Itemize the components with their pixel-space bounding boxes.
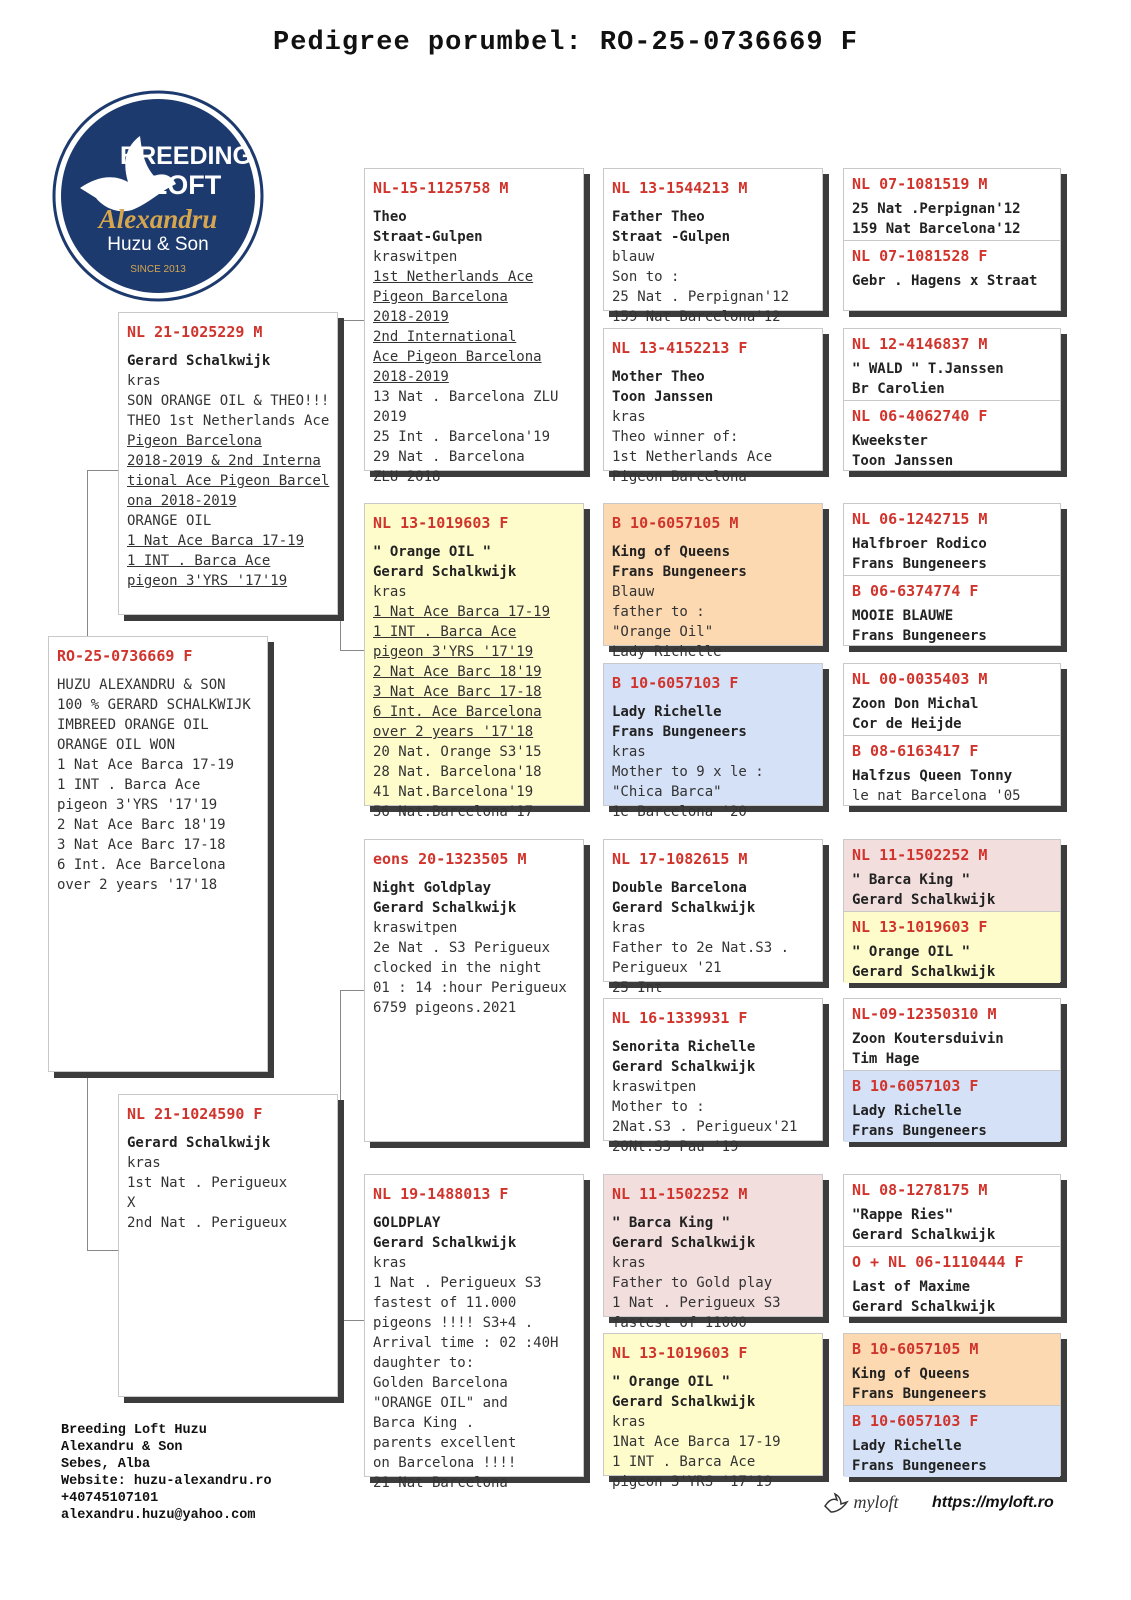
- info-line: 20 Nat. Orange S3'15: [373, 744, 542, 760]
- gen4-entry: [844, 504, 1060, 576]
- ring-number: NL 13-1019603 F: [612, 1344, 748, 1362]
- info-line: pigeon 3'YRS '17'19: [57, 797, 218, 813]
- footer-line: Breeding Loft Huzu: [61, 1423, 207, 1438]
- info-line: Barca King .: [373, 1415, 475, 1431]
- info-line: Mother to :: [612, 1099, 705, 1115]
- ring-number: B 06-6374774 F: [852, 582, 979, 600]
- great-grandparent-card: [603, 1333, 823, 1490]
- great-grandparent-card: [603, 998, 823, 1155]
- great-grandparent-card: [603, 328, 823, 485]
- gen4-entry: [844, 1406, 1060, 1477]
- info-line: X: [127, 1195, 136, 1211]
- info-line: 01 : 14 :hour Perigueux: [373, 980, 567, 996]
- info-line: Pigeon Barcelona: [127, 433, 262, 449]
- dam-card: [118, 1094, 338, 1397]
- gen4-entry: [844, 1175, 1060, 1247]
- logo-line4: Huzu & Son: [107, 234, 209, 255]
- info-line: 25 Nat . Perpignan'12: [612, 289, 790, 305]
- great-grandparent-card: [603, 663, 823, 820]
- pigeon-name: Gerard Schalkwijk: [127, 1135, 271, 1151]
- info-line: kras: [373, 1255, 407, 1271]
- info-line: MOOIE BLAUWE: [852, 608, 954, 624]
- gen4-entry: [844, 840, 1060, 912]
- info-line: clocked in the night: [373, 960, 542, 976]
- info-line: 25 Nat .Perpignan'12: [852, 201, 1021, 217]
- info-line: pigeon 3'YRS '17'19: [373, 644, 534, 660]
- website-link[interactable]: Website: huzu-alexandru.ro: [61, 1474, 272, 1489]
- info-line: 2nd Nat . Perigueux: [127, 1215, 288, 1231]
- info-line: 159 Nat Barcelona'12: [852, 221, 1021, 237]
- info-line: SON ORANGE OIL & THEO!!!: [127, 393, 330, 409]
- info-line: Lady Richelle: [852, 1103, 962, 1119]
- info-line: Gebr . Hagens x Straat: [852, 273, 1038, 289]
- breeding-loft-logo: [52, 90, 264, 302]
- gen4-pair-card: [843, 328, 1061, 471]
- ring-number: NL 00-0035403 M: [852, 670, 988, 688]
- pigeon-name: Senorita Richelle: [612, 1039, 756, 1055]
- info-line: Perigueux '21: [612, 960, 722, 976]
- info-line: 6 Int. Ace Barcelona: [373, 704, 542, 720]
- gen4-entry: [844, 664, 1060, 736]
- info-line: Blauw: [612, 584, 655, 600]
- info-line: kras: [612, 409, 646, 425]
- info-line: kras: [612, 920, 646, 936]
- ring-number: NL 06-1242715 M: [852, 510, 988, 528]
- grandparent-card: [364, 1174, 584, 1491]
- info-line: 41 Nat.Barcelona'19: [373, 784, 534, 800]
- info-line: 1e Barcelona '20: [612, 804, 747, 820]
- myloft-url-link[interactable]: https://myloft.ro: [932, 1494, 1054, 1511]
- gen4-entry: [844, 401, 1060, 472]
- gen4-pair-card: [843, 839, 1061, 982]
- gen4-entry: [844, 241, 1060, 312]
- great-grandparent-card: [603, 503, 823, 660]
- info-line: 1st Nat . Perigueux: [127, 1175, 288, 1191]
- info-line: 2018-2019 & 2nd Interna: [127, 453, 321, 469]
- info-line: Son to :: [612, 269, 680, 285]
- info-line: Gerard Schalkwijk: [852, 892, 996, 908]
- pigeon-name: Double Barcelona: [612, 880, 747, 896]
- gen4-entry: [844, 912, 1060, 983]
- great-grandparent-card: [603, 1174, 823, 1331]
- info-line: tional Ace Pigeon Barcel: [127, 473, 330, 489]
- info-line: Zoon Don Michal: [852, 696, 979, 712]
- info-line: 2018-2019: [373, 309, 449, 325]
- info-line: ORANGE OIL: [127, 513, 212, 529]
- grandparent-card: [364, 839, 584, 1142]
- phone-number: +40745107101: [61, 1491, 159, 1506]
- info-line: over 2 years '17'18: [57, 877, 218, 893]
- myloft-name: myloft: [853, 1492, 899, 1513]
- info-line: Father to Gold play: [612, 1275, 773, 1291]
- ring-number: B 10-6057103 F: [852, 1077, 979, 1095]
- info-line: Frans Bungeneers: [852, 628, 987, 644]
- breeder-name: Straat -Gulpen: [612, 229, 731, 245]
- info-line: "Chica Barca": [612, 784, 722, 800]
- gen4-entry: [844, 736, 1060, 807]
- info-line: 159 Nat Barcelona'12: [612, 309, 781, 325]
- info-line: kraswitpen: [373, 920, 458, 936]
- info-line: 13 Nat . Barcelona ZLU: [373, 389, 559, 405]
- info-line: ona 2018-2019: [127, 493, 237, 509]
- logo-since: SINCE 2013: [130, 264, 186, 275]
- info-line: 1 INT . Barca Ace: [57, 777, 201, 793]
- ring-number: B 10-6057105 M: [612, 514, 739, 532]
- great-grandparent-card: [603, 839, 823, 996]
- connector-dam: [87, 1250, 119, 1251]
- info-line: fastest of 11.000: [373, 1295, 517, 1311]
- pigeon-name: Theo: [373, 209, 407, 225]
- gen4-entry: [844, 576, 1060, 647]
- bird-icon: [823, 1492, 849, 1516]
- info-line: Gerard Schalkwijk: [852, 1299, 996, 1315]
- pigeon-name: Lady Richelle: [612, 704, 722, 720]
- info-line: 1 Nat . Perigueux S3: [612, 1295, 781, 1311]
- breeder-name: Straat-Gulpen: [373, 229, 483, 245]
- info-line: kras: [612, 1255, 646, 1271]
- info-line: 25 Int: [612, 980, 663, 996]
- info-line: Mother to 9 x le :: [612, 764, 764, 780]
- info-line: 2 Nat Ace Barc 18'19: [373, 664, 542, 680]
- info-line: " Orange OIL ": [852, 944, 971, 960]
- info-line: IMBREED ORANGE OIL: [57, 717, 209, 733]
- info-line: " WALD " T.Janssen: [852, 361, 1004, 377]
- info-line: kras: [612, 744, 646, 760]
- gen4-entry: [844, 999, 1060, 1071]
- info-line: 3 Nat Ace Barc 17-18: [57, 837, 226, 853]
- info-line: 2 Nat Ace Barc 18'19: [57, 817, 226, 833]
- info-line: Ace Pigeon Barcelona: [373, 349, 542, 365]
- connector-sire: [87, 470, 119, 471]
- pigeon-name: Father Theo: [612, 209, 705, 225]
- grandparent-card: [364, 503, 584, 820]
- pigeon-name: GOLDPLAY: [373, 1215, 441, 1231]
- info-line: Tim Hage: [852, 1051, 920, 1067]
- connector-sire-parents: [340, 320, 341, 650]
- ring-number: NL 11-1502252 M: [612, 1185, 748, 1203]
- ring-number: eons 20-1323505 M: [373, 850, 527, 868]
- info-line: "Rappe Ries": [852, 1207, 954, 1223]
- ring-number: NL 17-1082615 M: [612, 850, 748, 868]
- connector-g2-1: [340, 320, 364, 321]
- info-line: fastest of 11000: [612, 1315, 747, 1331]
- pigeon-name: " Orange OIL ": [373, 544, 492, 560]
- gen4-pair-card: [843, 663, 1061, 806]
- ring-number: NL 16-1339931 F: [612, 1009, 748, 1027]
- info-line: Golden Barcelona: [373, 1375, 508, 1391]
- pigeon-name: Gerard Schalkwijk: [127, 353, 271, 369]
- gen4-pair-card: [843, 1333, 1061, 1476]
- info-line: Halfbroer Rodico: [852, 536, 987, 552]
- info-line: "Orange Oil": [612, 624, 714, 640]
- info-line: kras: [127, 1155, 161, 1171]
- info-line: 1st Netherlands Ace: [612, 449, 773, 465]
- gen4-entry: [844, 1334, 1060, 1406]
- grandparent-card: [364, 168, 584, 485]
- info-line: 100 % GERARD SCHALKWIJK: [57, 697, 251, 713]
- ring-number: NL-09-12350310 M: [852, 1005, 997, 1023]
- ring-number: B 10-6057103 F: [612, 674, 739, 692]
- ring-number: NL 08-1278175 M: [852, 1181, 988, 1199]
- ring-number: B 10-6057105 M: [852, 1340, 979, 1358]
- breeder-name: Toon Janssen: [612, 389, 714, 405]
- info-line: pigeons !!!! S3+4 .: [373, 1315, 534, 1331]
- gen4-pair-card: [843, 1174, 1061, 1317]
- breeder-name: Gerard Schalkwijk: [612, 1394, 756, 1410]
- info-line: 6 Int. Ace Barcelona: [57, 857, 226, 873]
- info-line: 2019: [373, 409, 407, 425]
- info-line: 2018-2019: [373, 369, 449, 385]
- info-line: pigeon 3'YRS '17'19: [127, 573, 288, 589]
- ring-number: RO-25-0736669 F: [57, 647, 193, 665]
- info-line: kraswitpen: [612, 1079, 697, 1095]
- ring-number: NL 11-1502252 M: [852, 846, 988, 864]
- ring-number: NL 21-1024590 F: [127, 1105, 263, 1123]
- info-line: 3 Nat Ace Barc 17-18: [373, 684, 542, 700]
- info-line: Pigeon Barcelona: [612, 469, 747, 485]
- info-line: ZLU 2018: [373, 469, 441, 485]
- info-line: 2Nat.S3 . Perigueux'21: [612, 1119, 798, 1135]
- info-line: 56 Nat.Barcelona'17: [373, 804, 534, 820]
- connector-g2-2: [340, 650, 364, 651]
- ring-number: NL-15-1125758 M: [373, 179, 509, 197]
- gen4-pair-card: [843, 503, 1061, 646]
- info-line: kras: [373, 584, 407, 600]
- pigeon-name: King of Queens: [612, 544, 731, 560]
- info-line: 1 INT . Barca Ace: [373, 624, 517, 640]
- info-line: Lady Richelle: [852, 1438, 962, 1454]
- connector-g2-3: [340, 990, 364, 991]
- ring-number: NL 12-4146837 M: [852, 335, 988, 353]
- pigeon-name: " Barca King ": [612, 1215, 731, 1231]
- gen4-entry: [844, 1071, 1060, 1142]
- info-line: Cor de Heijde: [852, 716, 962, 732]
- info-line: pigeon 3'YRS '17'19: [612, 1474, 773, 1490]
- info-line: HUZU ALEXANDRU & SON: [57, 677, 226, 693]
- info-line: Father to 2e Nat.S3 .: [612, 940, 790, 956]
- info-line: 29 Nat . Barcelona: [373, 449, 525, 465]
- info-line: Kweekster: [852, 433, 928, 449]
- info-line: Lady Richelle: [612, 644, 722, 660]
- info-line: kras: [612, 1414, 646, 1430]
- connector-dam-parents: [340, 990, 341, 1320]
- breeder-name: Gerard Schalkwijk: [373, 564, 517, 580]
- pigeon-name: " Orange OIL ": [612, 1374, 731, 1390]
- myloft-brand: [823, 1492, 899, 1516]
- info-line: over 2 years '17'18: [373, 724, 534, 740]
- info-line: 1 INT . Barca Ace: [127, 553, 271, 569]
- info-line: 6759 pigeons.2021: [373, 1000, 517, 1016]
- info-line: blauw: [612, 249, 655, 265]
- page-title: Pedigree porumbel: RO-25-0736669 F: [273, 28, 858, 58]
- info-line: 21 Nat Barcelona: [373, 1475, 508, 1491]
- ring-number: NL 19-1488013 F: [373, 1185, 509, 1203]
- info-line: "ORANGE OIL" and: [373, 1395, 508, 1411]
- email-link[interactable]: alexandru.huzu@yahoo.com: [61, 1508, 256, 1523]
- logo-line2: LOFT: [150, 170, 222, 200]
- info-line: Frans Bungeneers: [852, 1386, 987, 1402]
- info-line: Frans Bungeneers: [852, 1458, 987, 1474]
- info-line: ORANGE OIL WON: [57, 737, 176, 753]
- info-line: on Barcelona !!!!: [373, 1455, 517, 1471]
- ring-number: O + NL 06-1110444 F: [852, 1253, 1024, 1271]
- breeder-name: Gerard Schalkwijk: [373, 900, 517, 916]
- footer-line: Alexandru & Son: [61, 1440, 183, 1455]
- gen4-pair-card: [843, 168, 1061, 311]
- pigeon-name: Mother Theo: [612, 369, 705, 385]
- ring-number: NL 13-1544213 M: [612, 179, 748, 197]
- info-line: kraswitpen: [373, 249, 458, 265]
- logo-line1: BREEDING: [120, 142, 252, 170]
- info-line: 1 Nat Ace Barca 17-19: [373, 604, 551, 620]
- info-line: father to :: [612, 604, 705, 620]
- breeder-name: Gerard Schalkwijk: [612, 1059, 756, 1075]
- info-line: 1Nat Ace Barca 17-19: [612, 1434, 781, 1450]
- ring-number: B 10-6057103 F: [852, 1412, 979, 1430]
- breeder-name: Gerard Schalkwijk: [373, 1235, 517, 1251]
- footer-contact: [61, 1422, 272, 1524]
- info-line: 1 Nat . Perigueux S3: [373, 1275, 542, 1291]
- sire-card: [118, 312, 338, 615]
- info-line: Gerard Schalkwijk: [852, 1227, 996, 1243]
- great-grandparent-card: [603, 168, 823, 325]
- info-line: le nat Barcelona '05: [852, 788, 1021, 804]
- ring-number: NL 13-4152213 F: [612, 339, 748, 357]
- info-line: Br Carolien: [852, 381, 945, 397]
- gen4-entry: [844, 1247, 1060, 1318]
- ring-number: B 08-6163417 F: [852, 742, 979, 760]
- info-line: Theo winner of:: [612, 429, 739, 445]
- info-line: 2e Nat . S3 Perigueux: [373, 940, 551, 956]
- info-line: daughter to:: [373, 1355, 475, 1371]
- info-line: Toon Janssen: [852, 453, 954, 469]
- ring-number: NL 13-1019603 F: [373, 514, 509, 532]
- info-line: Frans Bungeneers: [852, 556, 987, 572]
- info-line: 25 Int . Barcelona'19: [373, 429, 551, 445]
- ring-number: NL 21-1025229 M: [127, 323, 263, 341]
- gen4-pair-card: [843, 998, 1061, 1141]
- gen4-entry: [844, 169, 1060, 241]
- logo-line3: Alexandru: [98, 204, 218, 234]
- breeder-name: Gerard Schalkwijk: [612, 900, 756, 916]
- info-line: Zoon Koutersduivin: [852, 1031, 1004, 1047]
- info-line: 28 Nat. Barcelona'18: [373, 764, 542, 780]
- info-line: Halfzus Queen Tonny: [852, 768, 1013, 784]
- info-line: " Barca King ": [852, 872, 971, 888]
- pigeon-name: Night Goldplay: [373, 880, 492, 896]
- footer-line: Sebes, Alba: [61, 1457, 151, 1472]
- info-line: 1 Nat Ace Barca 17-19: [57, 757, 235, 773]
- subject-pigeon-card: [48, 636, 268, 1072]
- info-line: kras: [127, 373, 161, 389]
- ring-number: NL 07-1081528 F: [852, 247, 988, 265]
- breeder-name: Gerard Schalkwijk: [612, 1235, 756, 1251]
- ring-number: NL 13-1019603 F: [852, 918, 988, 936]
- info-line: Last of Maxime: [852, 1279, 971, 1295]
- gen4-entry: [844, 329, 1060, 401]
- info-line: 1st Netherlands Ace: [373, 269, 534, 285]
- ring-number: NL 07-1081519 M: [852, 175, 988, 193]
- info-line: 1 Nat Ace Barca 17-19: [127, 533, 305, 549]
- breeder-name: Frans Bungeneers: [612, 564, 747, 580]
- info-line: Frans Bungeneers: [852, 1123, 987, 1139]
- info-line: parents excellent: [373, 1435, 517, 1451]
- info-line: THEO 1st Netherlands Ace: [127, 413, 330, 429]
- connector-g2-4: [340, 1320, 364, 1321]
- info-line: Pigeon Barcelona: [373, 289, 508, 305]
- info-line: King of Queens: [852, 1366, 971, 1382]
- info-line: Arrival time : 02 :40H: [373, 1335, 559, 1351]
- ring-number: NL 06-4062740 F: [852, 407, 988, 425]
- info-line: 2nd International: [373, 329, 517, 345]
- breeder-name: Frans Bungeneers: [612, 724, 747, 740]
- info-line: 20Nt.S3 Pau '19: [612, 1139, 739, 1155]
- info-line: 1 INT . Barca Ace: [612, 1454, 756, 1470]
- info-line: Gerard Schalkwijk: [852, 964, 996, 980]
